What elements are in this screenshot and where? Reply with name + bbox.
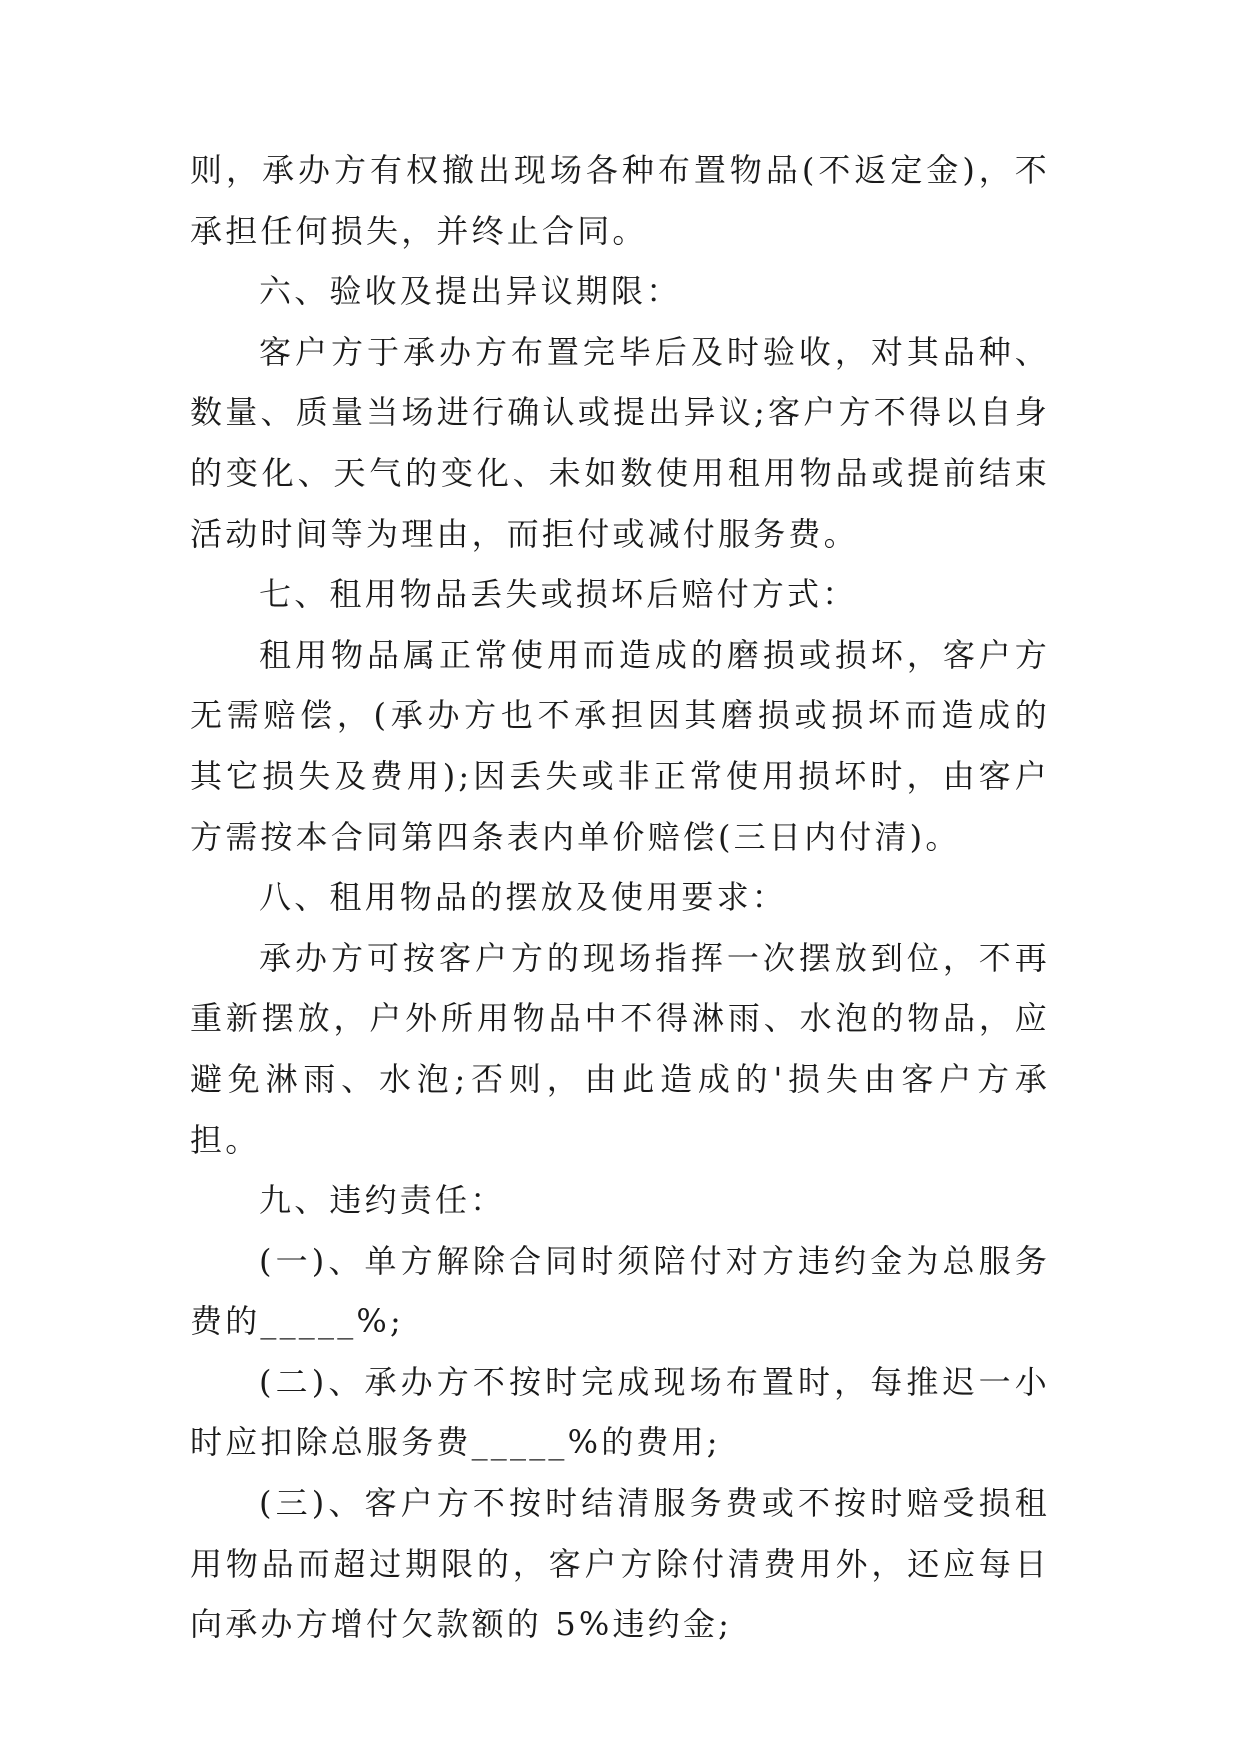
paragraph-placement: 承办方可按客户方的现场指挥一次摆放到位，不再重新摆放，户外所用物品中不得淋雨、水泡的物品，应避免淋雨、水泡;否则，由此造成的'损失由客户方承担。	[190, 938, 1050, 1159]
section-heading-liability: 九、违约责任：	[259, 1181, 506, 1220]
section-heading-placement: 八、租用物品的摆放及使用要求：	[259, 878, 788, 917]
section-heading-compensation: 七、租用物品丢失或损坏后赔付方式：	[259, 575, 858, 614]
paragraph-continuation: 则，承办方有权撤出现场各种布置物品(不返定金)，不承担任何损失，并终止合同。	[190, 151, 1050, 250]
document-page	[190, 140, 1050, 1655]
section-heading-acceptance: 六、验收及提出异议期限：	[259, 272, 682, 311]
paragraph-compensation: 租用物品属正常使用而造成的磨损或损坏，客户方无需赔偿，(承办方也不承担因其磨损或损坏而造成的其它损失及费用);因丢失或非正常使用损坏时，由客户方需按本合同第四条表内单价赔偿(三日内付清)。	[190, 635, 1050, 856]
paragraph-liability-3: (三)、客户方不按时结清服务费或不按时赔受损租用物品而超过期限的，客户方除付清费用外，还应每日向承办方增付欠款额的 5%违约金;	[190, 1484, 1050, 1644]
paragraph-liability-2: (二)、承办方不按时完成现场布置时，每推迟一小时应扣除总服务费_____%的费用;	[190, 1362, 1050, 1462]
paragraph-acceptance: 客户方于承办方布置完毕后及时验收，对其品种、数量、质量当场进行确认或提出异议;客户方不得以自身的变化、天气的变化、未如数使用租用物品或提前结束活动时间等为理由，而拒付或减付服务费。	[190, 332, 1050, 553]
paragraph-liability-1: (一)、单方解除合同时须陪付对方违约金为总服务费的_____%;	[190, 1241, 1050, 1341]
